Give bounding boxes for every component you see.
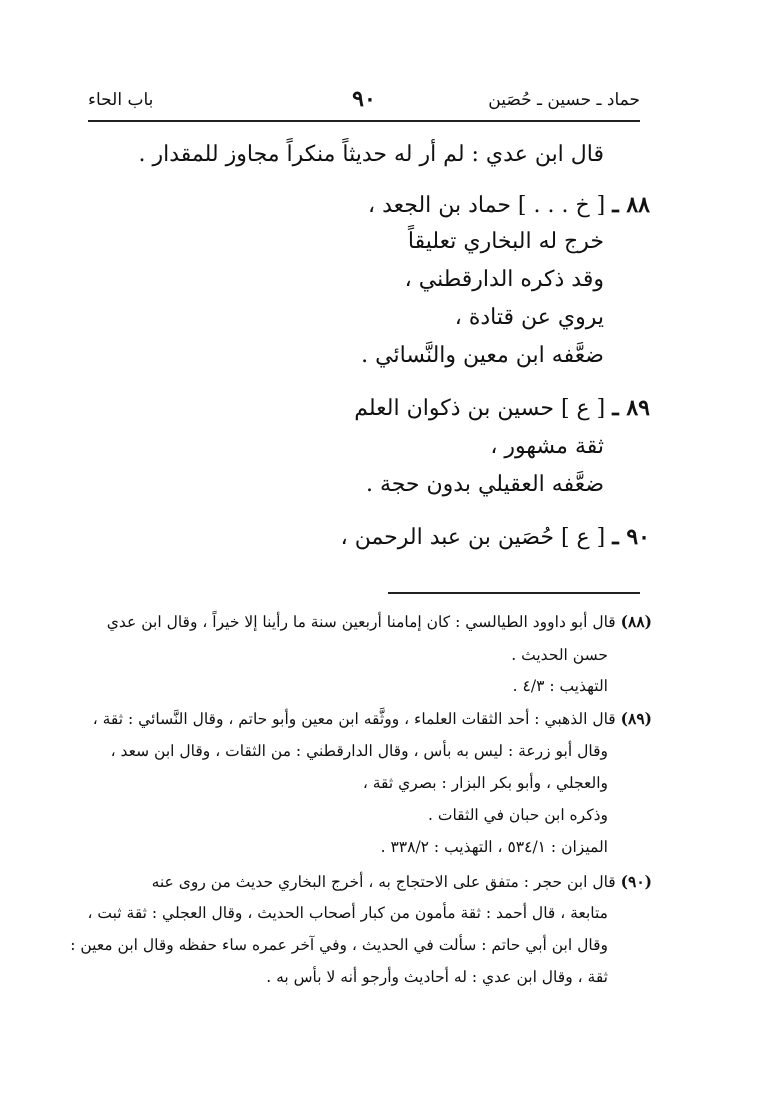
footnote-text: قال أبو داوود الطيالسي : كان إمامنا أربعين سنة ما رأينا إلا خيراً ، وقال ابن عدي (106, 613, 616, 631)
page-header (88, 84, 640, 122)
intro-text: قال ابن عدي : لم أر له حديثاً منكراً مجاوز للمقدار . (138, 142, 604, 167)
footnote-separator (388, 592, 640, 594)
footnote-text: وذكره ابن حبان في الثقات . (428, 806, 608, 824)
footnote-text: قال الذهبي : أحد الثقات العلماء ، ووثَّقه ابن معين وأبو حاتم ، وقال النَّسائي : ثقة ، (92, 710, 616, 728)
entry-88-line: خرج له البخاري تعليقاً (407, 229, 604, 254)
entry-89-title: [ ع ] حسين بن ذكوان العلم (354, 396, 606, 421)
footnote-text: متابعة ، قال أحمد : ثقة مأمون من كبار أصحاب الحديث ، وقال العجلي : ثقة ثبت ، (87, 904, 608, 922)
entry-90-number: ٩٠ ـ (612, 524, 650, 550)
footnote-90-first-line (152, 872, 652, 891)
footnote-text: الميزان : ٥٣٤/١ ، التهذيب : ٣٣٨/٢ . (380, 838, 608, 856)
entry-88-line: يروي عن قتادة ، (454, 305, 604, 330)
header-title: حماد ـ حسين ـ حُصَين (488, 90, 640, 110)
entry-88-head (368, 192, 650, 218)
entry-88-number: ٨٨ ـ (612, 192, 650, 218)
entry-90-title: [ ع ] حُصَين بن عبد الرحمن ، (340, 525, 606, 550)
entry-90-head (341, 524, 650, 550)
entry-88-title: [ خ . . . ] حماد بن الجعد ، (367, 193, 606, 218)
footnote-text: وقال أبو زرعة : ليس به بأس ، وقال الدارقطني : من الثقات ، وقال ابن سعد ، (110, 742, 608, 760)
entry-88-line: ضعَّفه ابن معين والنَّسائي . (361, 343, 604, 368)
entry-89-head (354, 395, 650, 421)
chapter-title: باب الحاء (88, 90, 154, 110)
footnote-text: قال ابن حجر : متفق على الاحتجاج به ، أخرج البخاري حديث من روى عنه (151, 873, 616, 891)
footnote-89-first-line (93, 709, 652, 728)
entry-89-line: ثقة مشهور ، (490, 434, 604, 459)
page-number: ٩٠ (352, 86, 376, 112)
footnote-88-number: (٨٨) (620, 612, 652, 631)
entry-88-line: وقد ذكره الدارقطني ، (404, 267, 604, 292)
footnote-90-number: (٩٠) (620, 872, 652, 891)
footnote-text: وقال ابن أبي حاتم : سألت في الحديث ، وفي آخر عمره ساء حفظه وقال ابن معين : (70, 936, 608, 954)
footnote-text: حسن الحديث . (511, 646, 608, 664)
entry-89-number: ٨٩ ـ (612, 395, 650, 421)
footnote-88-first-line (107, 612, 652, 631)
entry-89-line: ضعَّفه العقيلي بدون حجة . (365, 472, 604, 497)
footnote-89-number: (٨٩) (620, 709, 652, 728)
footnote-text: ثقة ، وقال ابن عدي : له أحاديث وأرجو أنه لا بأس به . (266, 968, 608, 986)
footnote-text: التهذيب : ٤/٣ . (512, 677, 608, 695)
footnote-text: والعجلي ، وأبو بكر البزار : بصري ثقة ، (362, 774, 608, 792)
